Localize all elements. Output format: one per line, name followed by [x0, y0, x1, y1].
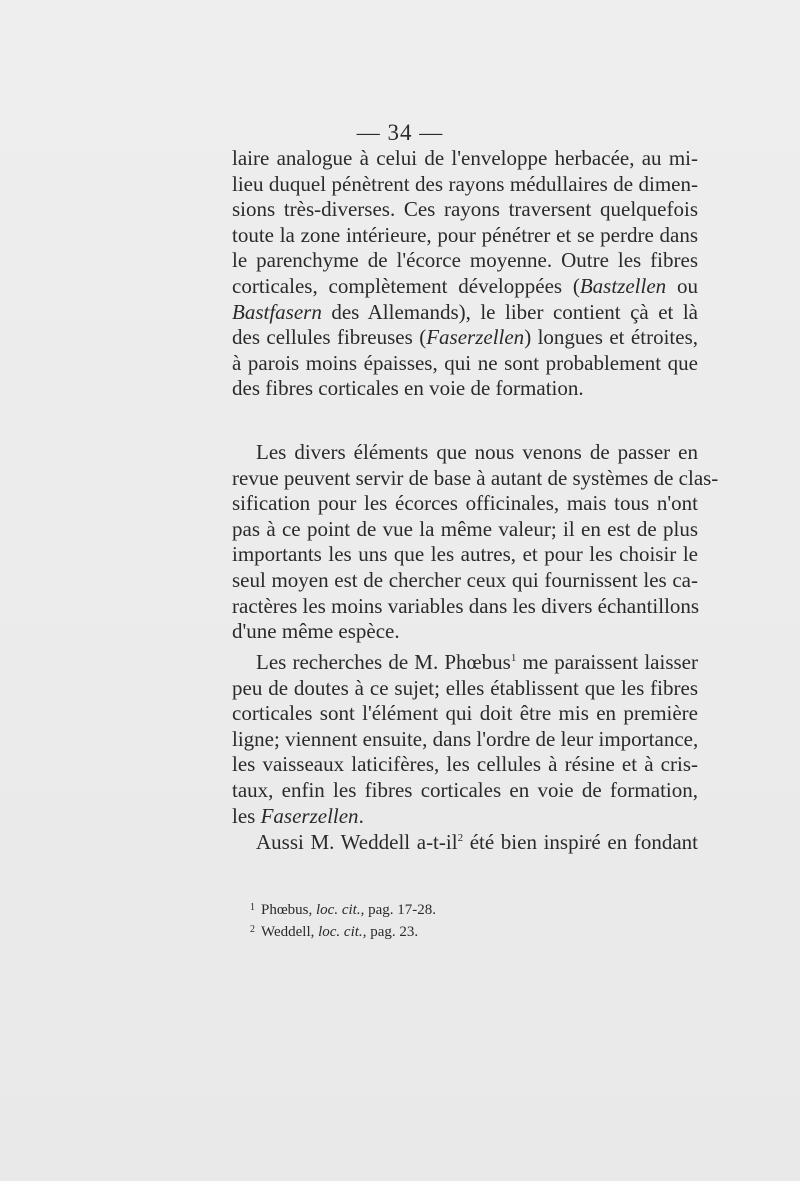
- footnote-author: Weddell,: [261, 924, 319, 940]
- text-line: laire analogue à celui de l'enveloppe herbacée, au mi-: [232, 146, 698, 170]
- text-line: [232, 804, 698, 830]
- text-line: ractères les moins variables dans les divers échantillons: [232, 593, 700, 618]
- text-line: ligne; viennent ensuite, dans l'ordre de leur importance,: [232, 726, 699, 751]
- footnote-page: , pag. 23.: [362, 924, 419, 940]
- footnote-ref: 2: [457, 832, 464, 844]
- text-line: sification pour les écorces officinales, mais tous n'ont: [232, 491, 698, 516]
- text-line: à parois moins épaisses, qui ne sont probablement que: [232, 350, 698, 375]
- text-run: été bien inspiré en fondant: [463, 830, 698, 854]
- text-line: [232, 274, 698, 300]
- text-run: les: [232, 803, 261, 828]
- paragraph-4: [232, 830, 698, 856]
- footnote-ref: 1: [510, 652, 517, 664]
- text-run: des Allemands), le liber contient çà et là: [321, 299, 698, 324]
- text-line: corticales sont l'élément qui doit être mis en première: [232, 701, 698, 726]
- page-number: — 34 —: [356, 120, 444, 145]
- text-run: Aussi M. Weddell a-t-il: [256, 830, 458, 854]
- paragraph-2: [232, 440, 719, 645]
- footnotes: [250, 898, 550, 942]
- footnote: [250, 920, 550, 942]
- text-run: corticales, complètement développées (: [232, 273, 580, 298]
- footnote: [250, 898, 550, 920]
- text-line: les vaisseaux laticifères, les cellules à résine et à cris-: [232, 752, 698, 777]
- text-line: des fibres corticales en voie de formation.: [232, 376, 584, 401]
- text-run: ou: [666, 273, 698, 298]
- paragraph-3: [232, 650, 698, 829]
- text-line: toute la zone intérieure, pour pénétrer et se perdre dans: [232, 222, 698, 247]
- text-line: revue peuvent servir de base à autant de systèmes de clas-: [232, 465, 719, 490]
- text-run: me paraissent laisser: [516, 650, 698, 674]
- text-line: seul moyen est de chercher ceux qui fournissent les ca-: [232, 567, 698, 592]
- text-line: d'une même espèce.: [232, 619, 400, 644]
- italic-term: Faserzellen: [426, 325, 525, 350]
- paragraph-1: [232, 146, 698, 402]
- text-line: pas à ce point de vue la même valeur; il en est de plus: [232, 516, 698, 541]
- italic-term: Bastfasern: [232, 299, 322, 324]
- text-line: [232, 300, 698, 326]
- footnote-ref-italic: loc. cit.: [316, 902, 361, 918]
- text-line: le parenchyme de l'écorce moyenne. Outre les fibres: [232, 248, 698, 273]
- italic-term: Bastzellen: [579, 273, 667, 298]
- text-line: peu de doutes à ce sujet; elles établissent que les fibres: [232, 675, 698, 700]
- text-line: sions très-diverses. Ces rayons traversent quelquefois: [232, 197, 698, 222]
- italic-term: Faserzellen: [260, 803, 359, 828]
- footnote-ref-italic: loc. cit.: [318, 924, 363, 940]
- text-run: Les recherches de M. Phœbus: [256, 650, 511, 674]
- text-line: lieu duquel pénètrent des rayons médullaires de dimen-: [232, 171, 698, 196]
- footnote-page: , pag. 17-28.: [360, 902, 436, 918]
- text-line: importants les uns que les autres, et pour les choisir le: [232, 542, 698, 567]
- text-run: ) longues et étroites,: [524, 325, 698, 350]
- footnote-mark: 2: [250, 924, 255, 935]
- text-line: [232, 830, 698, 856]
- text-line: taux, enfin les fibres corticales en voie de formation,: [232, 777, 698, 802]
- footnote-mark: 1: [250, 902, 255, 913]
- text-run: des cellules fibreuses (: [232, 325, 427, 350]
- footnote-author: Phœbus,: [261, 902, 317, 918]
- text-line: [232, 325, 698, 351]
- text-line: Les divers éléments que nous venons de passer en: [256, 440, 698, 464]
- text-run: .: [358, 803, 364, 828]
- text-line: [232, 650, 698, 676]
